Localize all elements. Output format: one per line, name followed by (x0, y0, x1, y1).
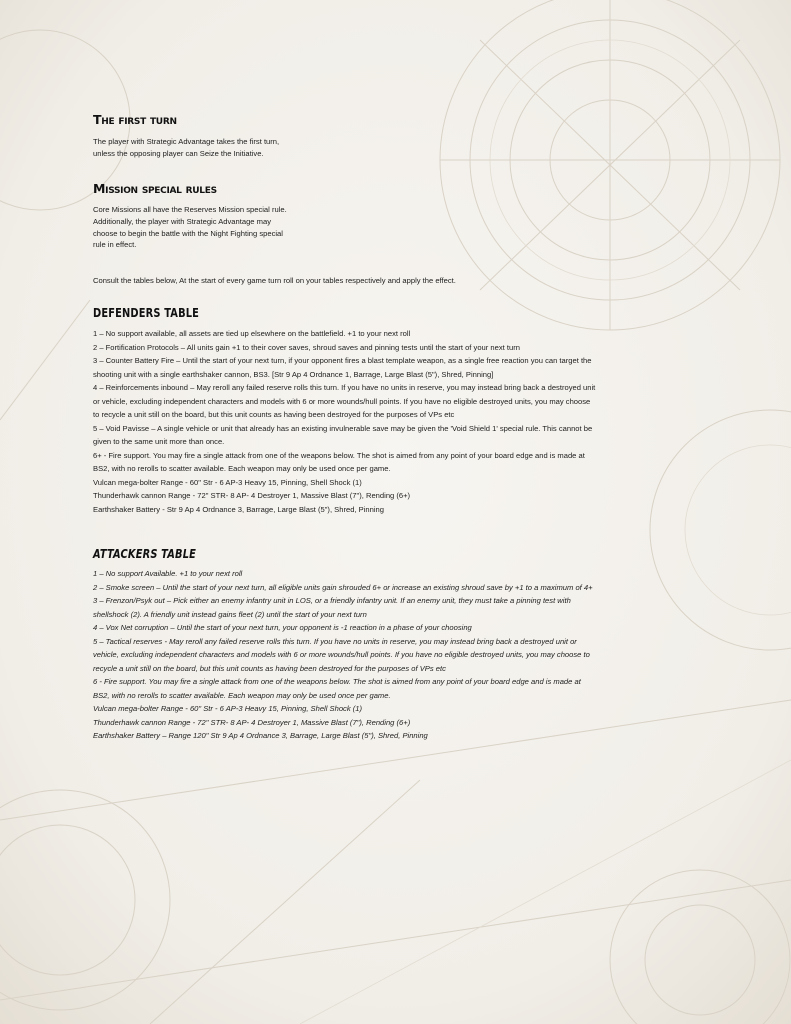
attackers-line: vehicle, excluding independent characters and models with 6 or more wounds/hull points. If you have no eligible destroyed units, you may choose to (93, 650, 590, 659)
defenders-line: 4 – Reinforcements inbound – May reroll any failed reserve rolls this turn. If you have no units in reserve, you may instead bring back a destroyed unit (93, 383, 596, 392)
attackers-table-heading: ATTACKERS TABLE (93, 547, 197, 561)
mission-rules-heading: Mission special rules (93, 181, 217, 196)
defenders-table-heading: DEFENDERS TABLE (93, 306, 200, 320)
attackers-line: 5 – Tactical reserves - May reroll any failed reserve rolls this turn. If you have no units in reserve, you may instead bring back a destroyed unit or (93, 636, 577, 646)
defenders-line: 1 – No support available, all assets are tied up elsewhere on the battlefield. +1 to your next roll (93, 329, 411, 338)
defenders-line: BS2, with no rerolls to scatter available. Each weapon may only be used once per game. (93, 464, 391, 473)
attackers-line: recycle a unit still on the board, but this unit counts as having been destroyed for the purposes of VPs etc (93, 663, 446, 673)
first-turn-line: unless the opposing player can Seize the Initiative. (93, 148, 264, 158)
attackers-line: 6 - Fire support. You may fire a single attack from one of the weapons below. The shot is aimed from any point of your board edge and is made at (93, 677, 581, 686)
mission-rules-text (93, 204, 287, 251)
defenders-line: to recycle a unit still on the board, but this unit counts as having been destroyed for the purposes of VPs etc (93, 410, 455, 419)
first-turn-line: The player with Strategic Advantage takes the first turn, (93, 137, 280, 146)
attackers-line: Vulcan mega-bolter Range - 60" Str - 6 AP-3 Heavy 15, Pinning, Shell Shock (1) (93, 704, 363, 713)
mission-rules-line: Core Missions all have the Reserves Mission special rule. (93, 205, 287, 214)
attackers-line: shellshock (2). A friendly unit instead gains fleet (2) until the start of your next turn (93, 609, 367, 619)
defenders-line: 6+ - Fire support. You may fire a single attack from one of the weapons below. The shot is aimed from any point of your board edge and is made at (93, 450, 585, 460)
defenders-line: Thunderhawk cannon Range - 72" STR- 8 AP- 4 Destroyer 1, Massive Blast (7"), Rending (6+) (93, 491, 411, 500)
mission-rules-line: Additionally, the player with Strategic Advantage may (93, 216, 271, 226)
defenders-line: Earthshaker Battery - Str 9 Ap 4 Ordnance 3, Barrage, Large Blast (5"), Shred, Pinning (93, 504, 384, 514)
attackers-line: 3 – Frenzon/Psyk out – Pick either an enemy infantry unit in LOS, or a friendly infantry unit. If an enemy unit, they must take a pinning test with (93, 596, 571, 605)
attackers-line: Earthshaker Battery – Range 120" Str 9 Ap 4 Ordnance 3, Barrage, Large Blast (5"), Shred, Pinning (93, 731, 428, 740)
attackers-table-list (93, 567, 593, 743)
defenders-line: given to the same unit more than once. (93, 437, 225, 446)
defenders-line: or vehicle, excluding independent characters and models with 6 or more wounds/hull points. If you have no eligible destroyed units, you may choose (93, 396, 591, 406)
defenders-line: Vulcan mega-bolter Range - 60" Str - 6 AP-3 Heavy 15, Pinning, Shell Shock (1) (93, 477, 362, 487)
mission-rules-line: rule in effect. (93, 240, 137, 250)
first-turn-heading: The first turn (93, 112, 177, 127)
mission-rules-line: choose to begin the battle with the Night Fighting special (93, 228, 283, 238)
defenders-line: 5 – Void Pavisse – A single vehicle or unit that already has an existing invulnerable save may be given the 'Void Shield 1' special rule. This cannot be (93, 423, 593, 433)
attackers-line: 1 – No support Available. +1 to your next roll (93, 569, 243, 578)
attackers-line: 2 – Smoke screen – Until the start of your next turn, all eligible units gain shrouded 6+ or increase an existing shroud save by +1 to a maximum of 4+ (93, 582, 593, 592)
attackers-line: 4 – Vox Net corruption – Until the start of your next turn, your opponent is -1 reaction in a phase of your choosing (93, 623, 472, 632)
first-turn-text (93, 136, 279, 159)
defenders-line: shooting unit with a single earthshaker cannon, BS3. [Str 9 Ap 4 Ordnance 1, Barrage, Large Blast (5"), Shred, Pinning] (93, 369, 494, 379)
defenders-table-list (93, 327, 595, 516)
consult-text: Consult the tables below, At the start of every game turn roll on your tables respectively and apply the effect. (93, 276, 456, 285)
defenders-line: 3 – Counter Battery Fire – Until the start of your next turn, if your opponent fires a blast template weapon, as a single free reaction you can target the (93, 356, 592, 365)
attackers-line: BS2, with no rerolls to scatter available. Each weapon may only be used once per game. (93, 690, 391, 700)
attackers-line: Thunderhawk cannon Range - 72" STR- 8 AP- 4 Destroyer 1, Massive Blast (7"), Rending (6+) (93, 717, 411, 727)
defenders-line: 2 – Fortification Protocols – All units gain +1 to their cover saves, shroud saves and pinning tests until the start of your next turn (93, 342, 520, 352)
